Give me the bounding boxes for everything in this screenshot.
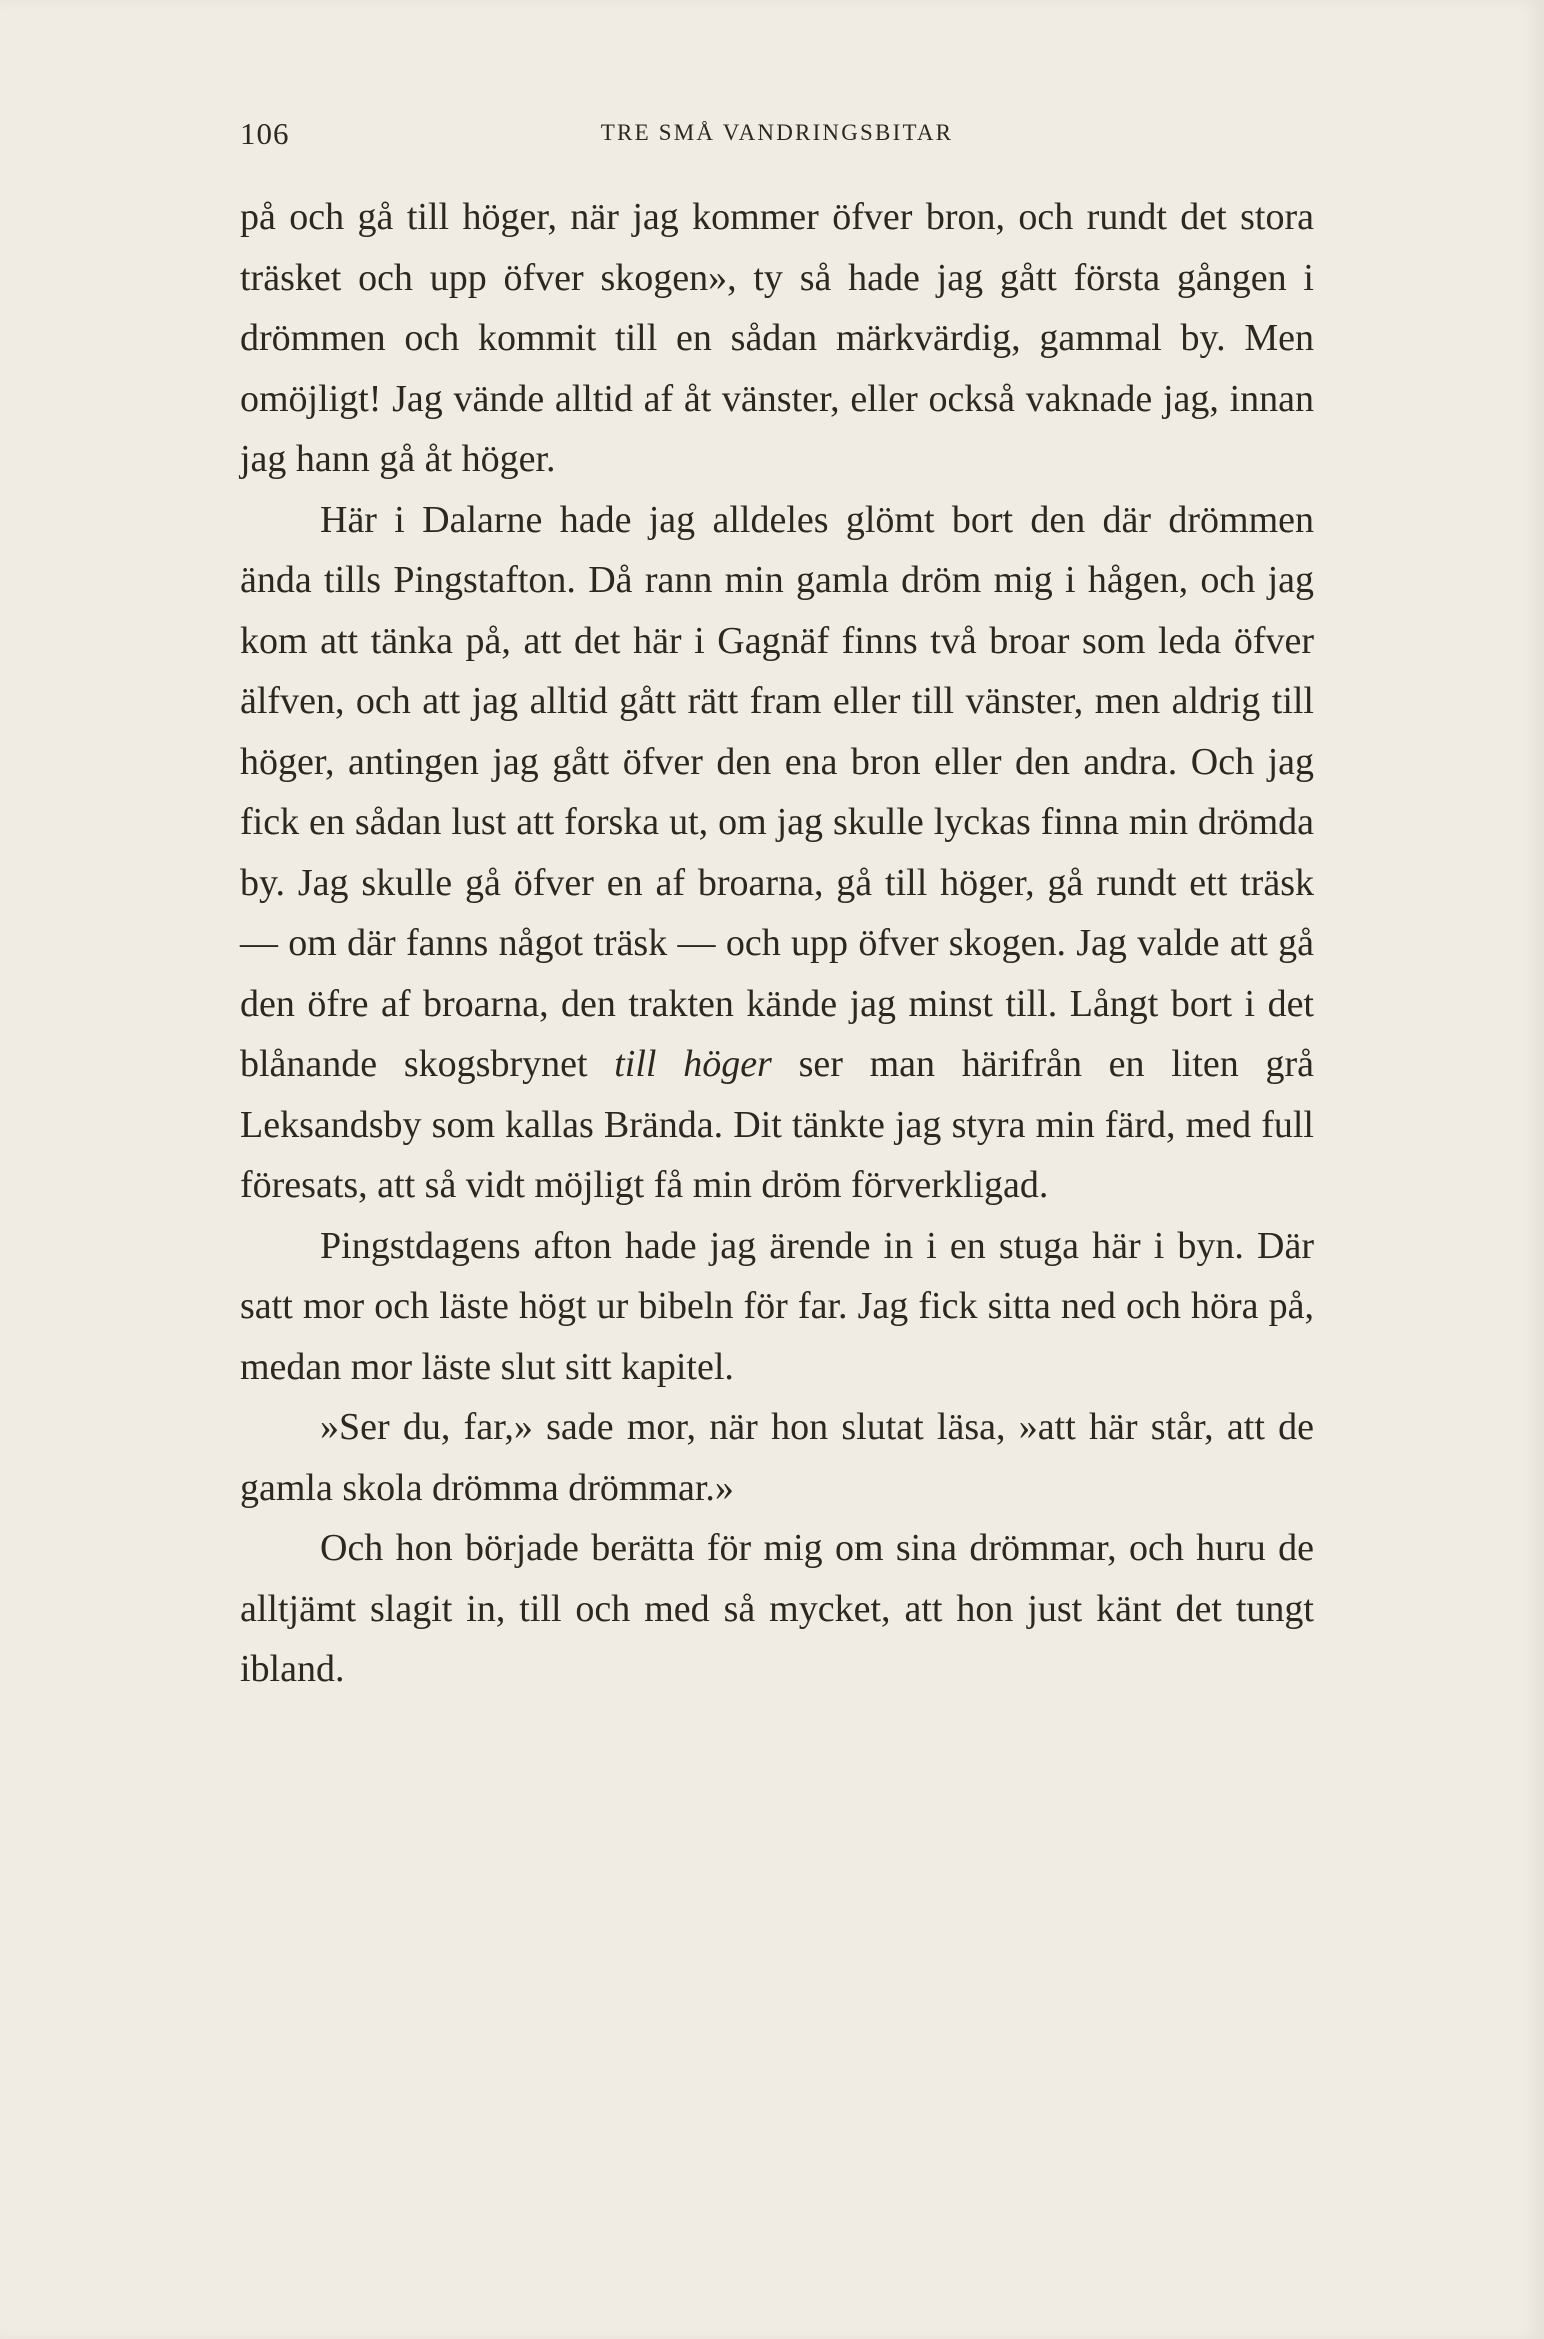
- paragraph-1: på och gå till höger, när jag kommer öfver bron, och rundt det stora träsket och upp öfver skogen», ty så hade jag gått första gången i drömmen och kommit till en sådan märkvärdig, gammal by. Men omöjligt! Jag vände alltid af åt vänster, eller också vaknade jag, innan jag hann gå åt höger.: [240, 196, 1314, 480]
- paragraph-3: Pingstdagens afton hade jag ärende in i en stuga här i byn. Där satt mor och läste högt ur bibeln för far. Jag fick sitta ned och höra på, medan mor läste slut sitt kapitel.: [240, 1224, 1314, 1388]
- body-text: [240, 187, 1314, 1700]
- paragraph-4: »Ser du, far,» sade mor, när hon slutat läsa, »att här står, att de gamla skola drömma drömmar.»: [240, 1406, 1314, 1509]
- paragraph-5: Och hon började berätta för mig om sina drömmar, och huru de alltjämt slagit in, till och med så mycket, att hon just känt det tungt ibland.: [240, 1527, 1314, 1690]
- running-title: TRE SMÅ VANDRINGSBITAR: [600, 120, 954, 145]
- page-header: [240, 106, 1314, 156]
- paragraph-2-emphasis: till höger: [614, 1043, 772, 1085]
- paragraph-2-text-end: ser man härifrån en liten grå Leksandsby som kallas Brända. Dit tänkte jag styra min färd, med full föresats, att så vidt möjligt få min dröm förverkligad.: [240, 1043, 1315, 1206]
- page-number: 106: [240, 116, 290, 151]
- paragraph-2-text-start: Här i Dalarne hade jag alldeles glömt bort den där drömmen ända tills Pingstafton. Då rann min gamla dröm mig i hågen, och jag kom att tänka på, att det här i Gagnäf finns två broar som leda öfver älfven, och att jag alltid gått rätt fram eller till vänster, men aldrig till höger, antingen jag gått öfver den ena bron eller den andra. Och jag fick en sådan lust att forska ut, om jag skulle lyckas finna min drömda by. Jag skulle gå öfver en af broarna, gå till höger, gå rundt ett träsk — om där fanns något träsk — och upp öfver skogen. Jag valde att gå den öfre af broarna, den trakten kände jag minst till. Långt bort i det blånande skogsbrynet: [240, 498, 1314, 1085]
- paragraph-2: [240, 490, 1314, 1216]
